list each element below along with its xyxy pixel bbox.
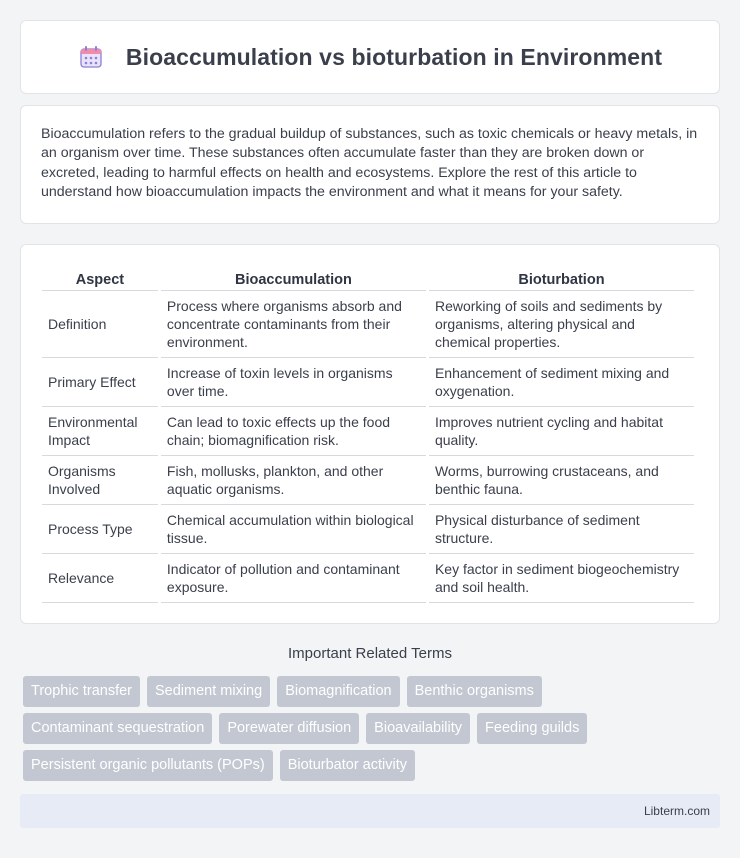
table-cell-bioturbation: Physical disturbance of sediment structure. <box>429 505 694 554</box>
table-row <box>42 407 694 456</box>
table-cell-bioaccumulation: Process where organisms absorb and concentrate contaminants from their environment. <box>161 291 426 358</box>
table-row <box>42 358 694 407</box>
tag-row <box>23 750 723 781</box>
table-cell-bioaccumulation: Increase of toxin levels in organisms over time. <box>161 358 426 407</box>
tag-trophic-transfer[interactable]: Trophic transfer <box>23 676 140 707</box>
related-terms-heading: Important Related Terms <box>288 645 452 662</box>
table-cell-aspect: Process Type <box>42 505 158 554</box>
comparison-table-card <box>20 244 720 624</box>
tag-sediment-mixing[interactable]: Sediment mixing <box>147 676 270 707</box>
column-header-aspect: Aspect <box>42 265 158 291</box>
table-row <box>42 554 694 603</box>
table-cell-aspect: Primary Effect <box>42 358 158 407</box>
tag-porewater-diffusion[interactable]: Porewater diffusion <box>219 713 359 744</box>
table-cell-bioturbation: Reworking of soils and sediments by organisms, altering physical and chemical properties. <box>429 291 694 358</box>
intro-card <box>20 105 720 224</box>
tag-bioavailability[interactable]: Bioavailability <box>366 713 470 744</box>
table-row <box>42 505 694 554</box>
table-cell-bioaccumulation: Chemical accumulation within biological tissue. <box>161 505 426 554</box>
tag-persistent-organic-pollutants[interactable]: Persistent organic pollutants (POPs) <box>23 750 273 781</box>
table-cell-bioturbation: Enhancement of sediment mixing and oxygenation. <box>429 358 694 407</box>
tag-feeding-guilds[interactable]: Feeding guilds <box>477 713 587 744</box>
tag-contaminant-sequestration[interactable]: Contaminant sequestration <box>23 713 212 744</box>
table-cell-bioturbation: Improves nutrient cycling and habitat quality. <box>429 407 694 456</box>
tag-row <box>23 713 723 744</box>
table-cell-aspect: Relevance <box>42 554 158 603</box>
table-cell-aspect: Organisms Involved <box>42 456 158 505</box>
column-header-bioturbation: Bioturbation <box>429 265 694 291</box>
tag-row <box>23 676 723 707</box>
tag-bioturbator-activity[interactable]: Bioturbator activity <box>280 750 415 781</box>
table-row <box>42 456 694 505</box>
calendar-icon <box>78 44 104 70</box>
tag-benthic-organisms[interactable]: Benthic organisms <box>407 676 542 707</box>
related-terms-list <box>23 676 723 787</box>
table-cell-bioaccumulation: Fish, mollusks, plankton, and other aquatic organisms. <box>161 456 426 505</box>
table-cell-aspect: Definition <box>42 291 158 358</box>
footer-site-link[interactable]: Libterm.com <box>643 804 710 818</box>
column-header-bioaccumulation: Bioaccumulation <box>161 265 426 291</box>
table-row <box>42 291 694 358</box>
comparison-table <box>39 265 697 603</box>
table-cell-aspect: Environmental Impact <box>42 407 158 456</box>
table-cell-bioaccumulation: Indicator of pollution and contaminant exposure. <box>161 554 426 603</box>
table-cell-bioaccumulation: Can lead to toxic effects up the food chain; biomagnification risk. <box>161 407 426 456</box>
header-card <box>20 20 720 94</box>
table-cell-bioturbation: Worms, burrowing crustaceans, and benthic fauna. <box>429 456 694 505</box>
tag-biomagnification[interactable]: Biomagnification <box>277 676 399 707</box>
page-title: Bioaccumulation vs bioturbation in Environment <box>125 43 663 70</box>
table-cell-bioturbation: Key factor in sediment biogeochemistry and soil health. <box>429 554 694 603</box>
intro-paragraph: Bioaccumulation refers to the gradual buildup of substances, such as toxic chemicals or heavy metals, in an organism over time. These substances often accumulate faster than they are broken down or excreted, leading to harmful effects on health and ecosystems. Explore the rest of this article to understand how bioaccumulation impacts the environment and what it means for your safety. <box>41 126 698 200</box>
table-header-row <box>42 265 694 291</box>
footer <box>20 794 720 828</box>
